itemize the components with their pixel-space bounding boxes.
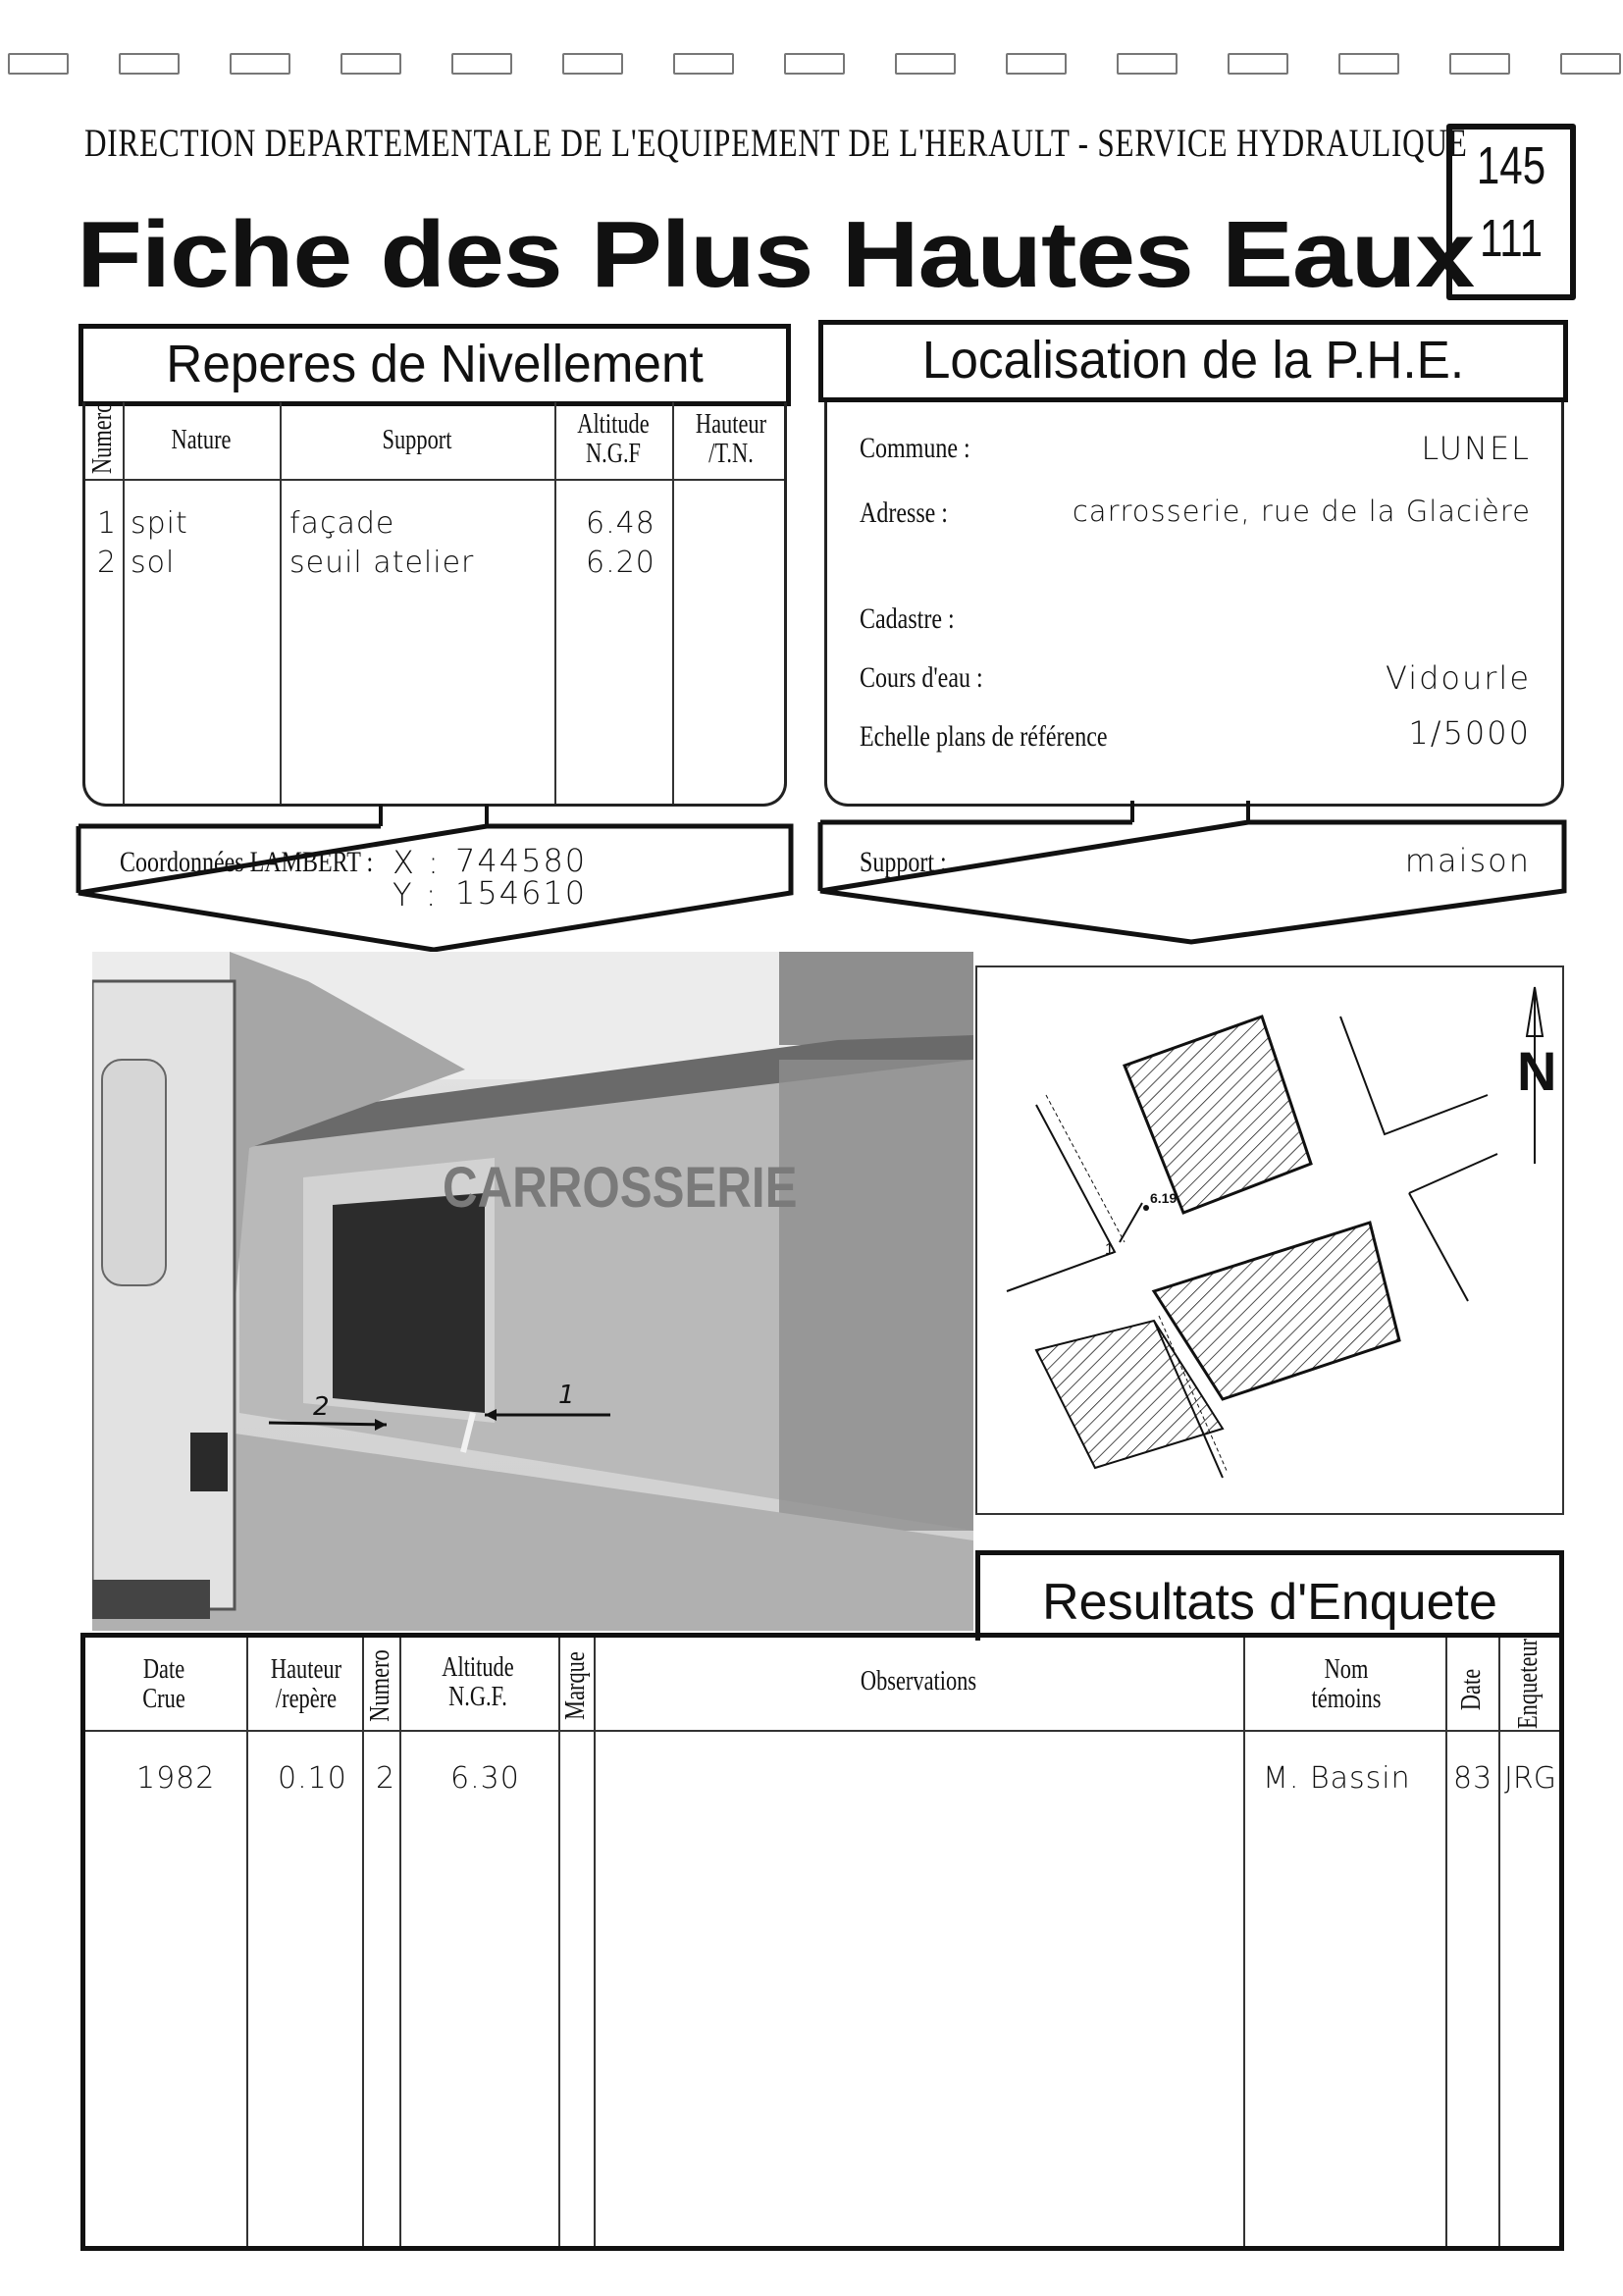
binder-hole [1449, 53, 1510, 75]
y-value: 154610 [455, 874, 588, 912]
map-point-label: 6.19 [1150, 1190, 1178, 1206]
rep-row1-altitude: 6.48 [586, 506, 655, 541]
commune-label: Commune : [860, 432, 970, 464]
reference-number-box [1446, 124, 1576, 300]
rep-row2-altitude: 6.20 [586, 546, 655, 580]
col-nature: Nature [171, 425, 232, 455]
location-map [975, 965, 1564, 1515]
localisation-title: Localisation de la P.H.E. [921, 331, 1465, 390]
cours-value: Vidourle [1386, 659, 1531, 697]
x-value: 744580 [455, 842, 588, 879]
binder-hole [895, 53, 956, 75]
binder-hole [562, 53, 623, 75]
north-label: N [1517, 1040, 1557, 1102]
binder-hole [673, 53, 734, 75]
binder-hole [230, 53, 290, 75]
col-nom-temoins: Nom témoins [1311, 1654, 1382, 1714]
commune-value: LUNEL [1421, 430, 1531, 467]
binder-hole [451, 53, 512, 75]
localisation-title-box [818, 320, 1568, 402]
binder-hole [119, 53, 180, 75]
res-row1-date: 83 [1453, 1761, 1493, 1796]
res-row1-altitude: 6.30 [450, 1761, 520, 1796]
binder-hole [340, 53, 401, 75]
rep-row1-nature: spit [131, 506, 188, 541]
col-date: Date [1456, 1668, 1487, 1711]
binder-holes [0, 39, 1623, 78]
photo-marker-2: 2 [313, 1392, 330, 1422]
coords-label: Coordonnées LAMBERT : [120, 846, 374, 878]
rep-row2-support: seuil atelier [289, 546, 475, 580]
res-row1-date-crue: 1982 [136, 1761, 216, 1796]
binder-hole [1560, 53, 1621, 75]
col-hauteur: Hauteur /T.N. [695, 409, 767, 469]
res-row1-nom: M. Bassin [1263, 1761, 1411, 1796]
col-numero: Numero [87, 401, 118, 474]
cours-label: Cours d'eau : [860, 661, 983, 694]
reperes-title-box [79, 324, 791, 406]
binder-hole [8, 53, 69, 75]
col-numero: Numero [365, 1649, 395, 1722]
rep-row2-nature: sol [131, 546, 176, 580]
echelle-label: Echelle plans de référence [860, 720, 1108, 753]
resultats-title-box [975, 1550, 1564, 1641]
echelle-value: 1/5000 [1408, 714, 1531, 752]
rep-row1-numero: 1 [97, 506, 118, 541]
binder-hole [1117, 53, 1178, 75]
photo-sign-text: CARROSSERIE [443, 1156, 798, 1220]
rep-row1-support: façade [289, 506, 395, 541]
photo-scene [92, 952, 973, 1631]
page-title: Fiche des Plus Hautes Eaux [77, 202, 1475, 307]
col-hauteur-repere: Hauteur /repère [270, 1654, 342, 1714]
adresse-value: carrosserie, rue de la Glacière [1072, 495, 1531, 528]
col-date-crue: Date Crue [142, 1654, 185, 1714]
binder-hole [784, 53, 845, 75]
col-observations: Observations [860, 1666, 977, 1696]
binder-hole [1338, 53, 1399, 75]
col-enqueteur: Enqueteur [1513, 1638, 1544, 1729]
site-photo [92, 952, 973, 1631]
binder-hole [1006, 53, 1067, 75]
map-marker: 1 [1105, 1241, 1114, 1258]
col-support: Support [382, 425, 452, 455]
resultats-title: Resultats d'Enquete [1042, 1574, 1497, 1631]
rep-row2-numero: 2 [97, 546, 118, 580]
res-row1-numero: 2 [376, 1761, 396, 1796]
photo-marker-1: 1 [558, 1381, 575, 1410]
support-value: maison [1404, 842, 1531, 879]
support-label: Support : [860, 846, 947, 878]
res-row1-enqueteur: JRG [1504, 1761, 1556, 1796]
x-label: X : [393, 844, 441, 881]
reperes-title: Reperes de Nivellement [166, 335, 704, 393]
res-row1-hauteur: 0.10 [278, 1761, 347, 1796]
reperes-table [82, 402, 787, 807]
resultats-table [80, 1633, 1564, 2251]
col-altitude: Altitude N.G.F. [442, 1652, 514, 1712]
cadastre-label: Cadastre : [860, 602, 955, 635]
direction-header: DIRECTION DEPARTEMENTALE DE L'EQUIPEMENT DE L'HERAULT - SERVICE HYDRAULIQUE [84, 121, 1468, 165]
col-marque: Marque [560, 1651, 591, 1720]
col-altitude: Altitude N.G.F [577, 409, 650, 469]
ref-top: 145 [1476, 136, 1546, 195]
y-label: Y : [393, 876, 439, 913]
map-drawing [977, 967, 1566, 1517]
ref-bottom: 111 [1479, 209, 1544, 268]
adresse-label: Adresse : [860, 496, 948, 529]
binder-hole [1228, 53, 1288, 75]
